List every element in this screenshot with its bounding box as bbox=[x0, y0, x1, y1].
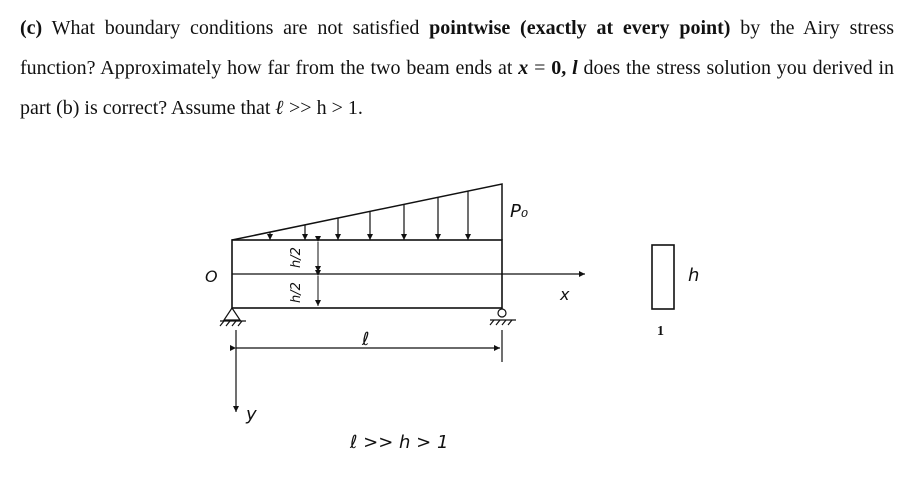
distributed-load bbox=[232, 184, 502, 240]
question-bold-1: pointwise (exactly at every point) bbox=[429, 17, 731, 39]
condition-note: ℓ >> h > 1 bbox=[350, 432, 449, 453]
section-depth-label: h bbox=[688, 265, 700, 286]
y-axis-label: y bbox=[246, 404, 257, 425]
ell-symbol: ℓ bbox=[275, 97, 285, 119]
equals-sign: = bbox=[534, 57, 546, 79]
cross-section bbox=[652, 245, 674, 309]
origin-label: O bbox=[205, 267, 218, 286]
question-text-2: by the Airy stress function? Approximately how far from the two beam ends at bbox=[20, 17, 895, 79]
question-text-1: What boundary conditions are not satisfied bbox=[51, 17, 420, 39]
question-text-4: >> h > 1. bbox=[289, 97, 363, 119]
part-label: (c) bbox=[20, 17, 43, 39]
question-text-3: does the stress solution you derived in part (b) is correct? Assume that bbox=[20, 57, 895, 119]
length-label: ℓ bbox=[362, 329, 370, 350]
left-support bbox=[220, 308, 246, 326]
load-triangle-outline bbox=[232, 184, 502, 240]
right-support bbox=[490, 309, 516, 325]
load-label: P₀ bbox=[510, 201, 529, 222]
var-l: l bbox=[572, 57, 578, 79]
load-arrows bbox=[270, 191, 468, 240]
boundary-values: 0, bbox=[551, 57, 567, 79]
x-axis-label: x bbox=[560, 285, 570, 304]
section-width-label: 1 bbox=[657, 324, 664, 339]
half-depth-bottom-label: h/2 bbox=[289, 282, 304, 303]
half-depth-top-label: h/2 bbox=[289, 247, 304, 268]
var-x: x bbox=[518, 57, 529, 79]
